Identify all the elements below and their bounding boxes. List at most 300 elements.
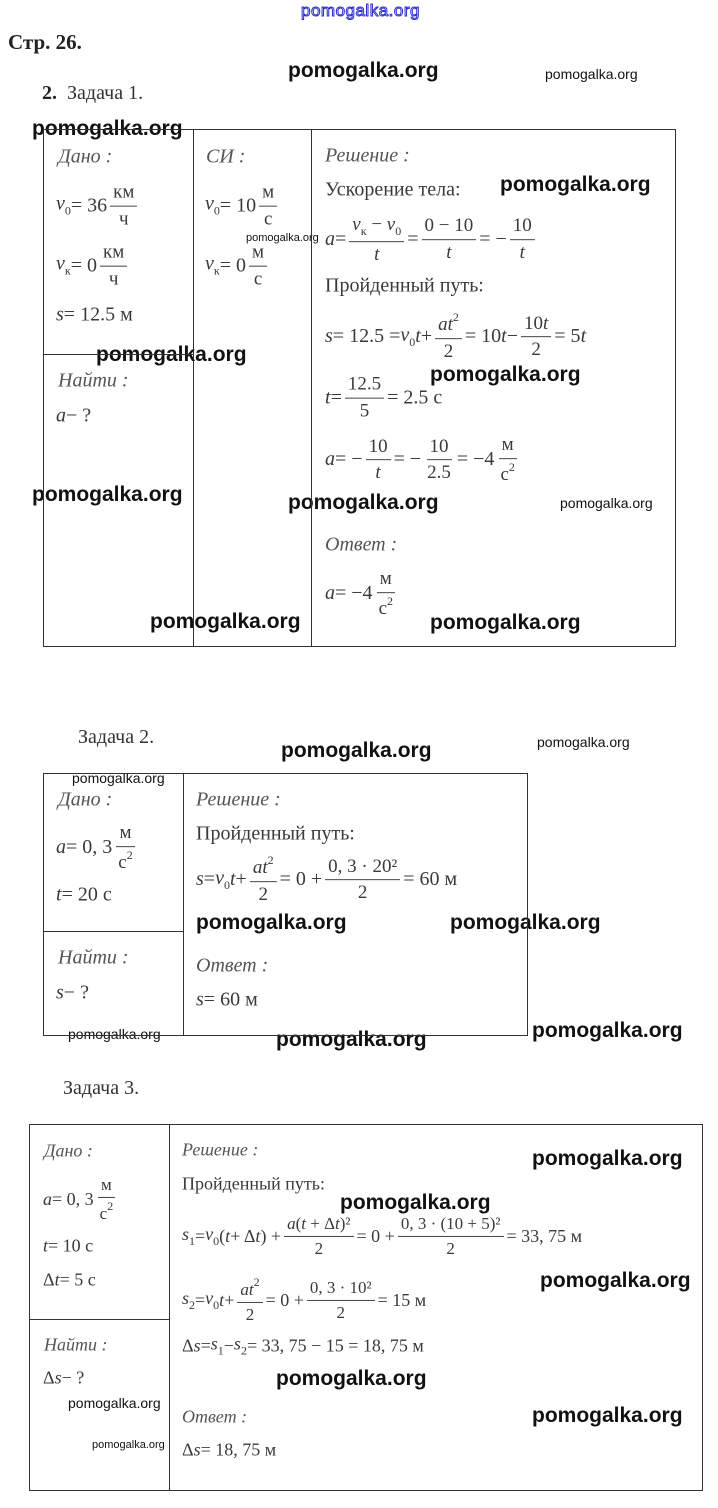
formula-variable: $at^2$ xyxy=(240,1274,260,1299)
formula-text: − xyxy=(506,325,518,348)
task2-title: Задача 2. xyxy=(78,726,155,748)
formula-variable: t xyxy=(501,325,507,348)
formula-text: 0 − 10 xyxy=(424,215,474,237)
find-item xyxy=(43,1368,84,1389)
solution-line xyxy=(182,1334,424,1359)
formula-text: м xyxy=(101,1174,112,1194)
formula-text: = 33, 75 − 15 = 18, 75 м xyxy=(246,1335,424,1356)
formula-variable: s xyxy=(54,1367,62,1388)
formula-text: + xyxy=(224,1289,235,1310)
formula-text: + Δ xyxy=(306,1213,336,1233)
solution-line xyxy=(182,1276,426,1324)
given-item xyxy=(56,884,112,907)
formula-text: + Δ xyxy=(230,1225,256,1246)
fraction-denominator xyxy=(106,267,122,291)
formula-variable: $v_к$ xyxy=(205,253,220,278)
watermark: pomogalka.org xyxy=(560,495,653,511)
fraction-numerator xyxy=(259,182,277,207)
fraction-numerator xyxy=(377,568,395,593)
fraction xyxy=(435,311,462,363)
formula-variable: s xyxy=(196,868,204,891)
subscript: к xyxy=(64,264,71,278)
formula-variable: $v_0$ xyxy=(56,193,71,218)
formula-text: 12.5 xyxy=(347,373,382,395)
find-item xyxy=(56,982,89,1005)
formula-text: Пройденный путь: xyxy=(325,274,484,297)
subscript: 0 xyxy=(213,1233,220,1248)
fraction-numerator xyxy=(366,436,391,461)
fraction xyxy=(345,374,384,423)
formula-text: с xyxy=(253,268,263,290)
formula-unit: $с^2$ xyxy=(99,1198,114,1223)
formula-text: 2 xyxy=(446,1238,455,1258)
superscript: 2 xyxy=(126,848,133,862)
fraction-denominator xyxy=(443,240,454,264)
watermark: pomogalka.org xyxy=(288,59,439,82)
row-divider xyxy=(44,354,194,355)
formula-variable: a xyxy=(325,448,335,471)
fraction-numerator xyxy=(325,856,400,881)
fraction-numerator xyxy=(250,854,277,882)
formula-variable: $at^2$ xyxy=(438,310,459,336)
solution-line xyxy=(182,1174,325,1195)
formula-text: = 20 с xyxy=(61,883,112,906)
formula-variable: a xyxy=(287,1213,296,1233)
given-item xyxy=(56,822,139,874)
solution-label: Решение : xyxy=(182,1139,259,1160)
solution-line xyxy=(325,374,442,423)
task1-heading xyxy=(42,82,143,105)
formula-variable: $s_1$ xyxy=(182,1223,196,1248)
given-item xyxy=(56,304,133,327)
subscript: 2 xyxy=(240,1343,247,1358)
fraction-denominator xyxy=(371,242,382,266)
formula-text: 10 xyxy=(429,435,449,457)
formula-text: = xyxy=(195,1225,206,1246)
watermark: pomogalka.org xyxy=(196,911,347,934)
superscript: 2 xyxy=(267,853,274,868)
formula-variable: t xyxy=(375,462,381,484)
formula-variable: a xyxy=(56,836,66,859)
formula-variable: s xyxy=(56,303,64,326)
fraction xyxy=(250,854,277,906)
watermark: pomogalka.org xyxy=(288,491,439,514)
fraction xyxy=(376,568,396,620)
si-item xyxy=(205,242,270,291)
formula-text: Пройденный путь: xyxy=(182,1173,325,1194)
fraction-denominator xyxy=(443,1237,458,1259)
formula-text: м xyxy=(379,568,392,590)
formula-text: = 0 xyxy=(219,254,247,277)
formula-variable: $v_0$ xyxy=(386,214,402,239)
watermark: pomogalka.org xyxy=(68,1395,161,1411)
fraction xyxy=(366,436,391,485)
watermark: pomogalka.org xyxy=(545,66,638,82)
formula-text: = xyxy=(330,386,342,409)
fraction-denominator xyxy=(372,461,383,485)
formula-text: 2 xyxy=(336,1302,346,1322)
watermark: pomogalka.org xyxy=(532,1147,683,1170)
formula-text: = 36 xyxy=(70,194,108,217)
formula-text: = 10 с xyxy=(48,1235,94,1256)
fraction-numerator xyxy=(510,216,535,241)
watermark: pomogalka.org xyxy=(532,1019,683,1042)
formula-text: м xyxy=(501,434,514,456)
formula-text: = 0 + xyxy=(356,1225,395,1246)
watermark: pomogalka.org xyxy=(281,739,432,762)
fraction-denominator xyxy=(497,459,517,486)
formula-variable: $v_0$ xyxy=(205,193,220,218)
fraction-denominator xyxy=(116,207,132,231)
superscript: 2 xyxy=(253,1274,260,1289)
fraction-numerator xyxy=(307,1278,375,1301)
formula-text: 10 xyxy=(512,215,532,237)
formula-text: = xyxy=(335,228,347,251)
formula-variable: s xyxy=(196,988,204,1011)
formula-text: 2 xyxy=(443,341,454,362)
fraction-numerator xyxy=(116,822,134,847)
formula-text: = 0 + xyxy=(265,1289,304,1310)
watermark: pomogalka.org xyxy=(540,1269,691,1292)
formula-variable: t xyxy=(219,1289,225,1310)
watermark: pomogalka.org xyxy=(32,117,183,140)
given-item xyxy=(56,242,130,291)
formula-text: 2.5 xyxy=(427,462,451,484)
answer-label: Ответ : xyxy=(196,954,269,977)
formula-text: 10 xyxy=(524,312,543,334)
fraction-numerator xyxy=(100,242,127,267)
superscript: 2 xyxy=(107,1198,114,1213)
formula-variable: t xyxy=(325,386,331,409)
formula-variable: $s_2$ xyxy=(233,1333,247,1358)
given-label: Дано : xyxy=(58,145,113,168)
formula-variable: t xyxy=(415,325,421,348)
watermark: pomogalka.org xyxy=(532,1404,683,1427)
superscript: 2 xyxy=(452,310,459,325)
formula-text: 0, 3 · 20² xyxy=(328,855,398,877)
formula-variable: a xyxy=(325,228,335,251)
formula-text: 0, 3 · 10² xyxy=(309,1277,372,1297)
formula-variable: t xyxy=(56,883,62,906)
formula-variable: s xyxy=(193,1335,201,1356)
formula-text: = xyxy=(407,228,419,251)
formula-text: = 60 м xyxy=(203,988,258,1011)
formula-text: км xyxy=(113,181,135,203)
formula-variable: t xyxy=(255,1225,261,1246)
watermark: pomogalka.org xyxy=(92,1439,165,1451)
solution-line xyxy=(325,275,484,298)
given-item xyxy=(56,182,140,231)
fraction-denominator xyxy=(251,267,265,291)
task3-title: Задача 3. xyxy=(63,1077,140,1099)
formula-text: = 5 xyxy=(554,325,581,348)
fraction-numerator xyxy=(284,1214,353,1237)
fraction-denominator xyxy=(528,338,544,362)
formula-variable: a xyxy=(325,582,335,605)
subscript: 1 xyxy=(217,1343,224,1358)
answer-label: Ответ : xyxy=(182,1406,248,1427)
formula-text: − ? xyxy=(66,404,92,427)
formula-variable: s xyxy=(56,981,64,1004)
formula-text: = −4 xyxy=(335,582,373,605)
fraction-denominator xyxy=(441,339,457,363)
formula-text: = − xyxy=(479,228,507,251)
formula-text: Δ xyxy=(182,1335,194,1356)
formula-text: ( xyxy=(295,1213,302,1233)
watermark: pomogalka.org xyxy=(72,770,165,786)
formula-text: 2 xyxy=(245,1304,255,1324)
watermark: pomogalka.org xyxy=(450,911,601,934)
superscript: 2 xyxy=(508,460,515,474)
fraction xyxy=(100,242,127,291)
formula-text: = − xyxy=(393,448,422,471)
formula-variable: $v_0$ xyxy=(400,324,416,349)
watermark: pomogalka.org xyxy=(340,1191,491,1214)
formula-variable: s xyxy=(193,1439,201,1460)
fraction-numerator xyxy=(345,374,384,399)
fraction-numerator xyxy=(237,1276,262,1303)
fraction xyxy=(349,214,404,266)
fraction-numerator xyxy=(98,1175,115,1198)
formula-text: Δ xyxy=(43,1367,55,1388)
formula-unit: $с^2$ xyxy=(378,594,393,619)
watermark: pomogalka.org xyxy=(32,483,183,506)
solution-line xyxy=(325,214,538,266)
watermark: pomogalka.org xyxy=(430,611,581,634)
watermark: pomogalka.org xyxy=(301,1,420,20)
solution-line xyxy=(325,179,461,202)
subscript: 0 xyxy=(213,204,220,218)
formula-text: м xyxy=(119,822,132,844)
fraction xyxy=(97,1175,117,1223)
formula-variable: t xyxy=(446,242,452,264)
given-item xyxy=(43,1175,119,1223)
formula-text: − ? xyxy=(63,981,89,1004)
fraction xyxy=(521,313,551,362)
fraction-denominator xyxy=(355,881,371,905)
fraction xyxy=(307,1278,375,1322)
fraction-denominator xyxy=(424,461,454,485)
formula-text: − ? xyxy=(61,1367,85,1388)
formula-variable: t xyxy=(335,1213,340,1233)
fraction-numerator xyxy=(427,436,452,461)
solution-line xyxy=(196,823,355,846)
formula-text: = 12.5 м xyxy=(63,303,133,326)
superscript: 2 xyxy=(387,594,393,608)
watermark: pomogalka.org xyxy=(96,343,247,366)
solution-line xyxy=(196,854,457,906)
solution-label: Решение : xyxy=(196,788,281,811)
watermark: pomogalka.org xyxy=(68,1026,161,1042)
subscript: 0 xyxy=(64,204,71,218)
watermark: pomogalka.org xyxy=(276,1367,427,1390)
fraction-denominator xyxy=(312,1237,327,1259)
formula-variable: a xyxy=(43,1188,52,1209)
formula-text: Δ xyxy=(43,1269,55,1290)
watermark: pomogalka.org xyxy=(276,1028,427,1051)
given-item xyxy=(43,1270,96,1291)
formula-text: = xyxy=(195,1289,206,1310)
column-divider xyxy=(311,130,312,646)
watermark: pomogalka.org xyxy=(150,610,301,633)
formula-text: ) + xyxy=(260,1225,282,1246)
subscript: 0 xyxy=(223,878,230,892)
fraction xyxy=(284,1214,353,1258)
subscript: 0 xyxy=(395,224,402,239)
formula-text: = 0 xyxy=(70,254,98,277)
formula-text: ( xyxy=(219,1225,226,1246)
watermark: pomogalka.org xyxy=(430,363,581,386)
row-divider xyxy=(44,931,184,932)
watermark: pomogalka.org xyxy=(500,173,651,196)
find-item xyxy=(56,405,91,428)
formula-text: Пройденный путь: xyxy=(196,822,355,845)
formula-text: 10 xyxy=(368,435,388,457)
column-divider xyxy=(169,1125,170,1490)
solution-line xyxy=(182,1214,582,1258)
fraction-denominator xyxy=(243,1303,258,1325)
given-label: Дано : xyxy=(58,788,113,811)
formula-text: = 0, 3 xyxy=(66,836,113,859)
task-number: 2. xyxy=(42,82,57,104)
fraction-denominator xyxy=(261,207,275,231)
fraction xyxy=(398,1214,504,1258)
fraction xyxy=(237,1276,262,1324)
fraction xyxy=(497,434,517,486)
given-label: Дано : xyxy=(44,1140,93,1161)
row-divider xyxy=(30,1319,170,1320)
fraction xyxy=(259,182,277,231)
fraction-numerator xyxy=(110,182,137,207)
formula-text: − xyxy=(366,214,387,236)
formula-text: 2 xyxy=(357,882,368,904)
fraction-denominator xyxy=(115,847,135,874)
formula-text: + xyxy=(420,325,433,348)
formula-unit: $с^2$ xyxy=(500,460,515,485)
fraction-denominator xyxy=(376,593,396,620)
formula-variable: t xyxy=(580,325,587,348)
subscript: 2 xyxy=(189,1297,196,1312)
subscript: к xyxy=(360,224,367,239)
formula-text: − xyxy=(223,1335,234,1356)
si-label: СИ : xyxy=(206,145,246,168)
formula-text: = 0 + xyxy=(279,868,323,891)
formula-text: = 10 xyxy=(464,325,502,348)
formula-variable: $v_0$ xyxy=(205,1223,220,1248)
formula-variable: t xyxy=(43,1235,49,1256)
formula-variable: $v_0$ xyxy=(215,867,230,892)
formula-variable: $s_1$ xyxy=(210,1333,224,1358)
formula-variable: $v_0$ xyxy=(205,1287,220,1312)
task-title: Задача 1. xyxy=(67,82,144,104)
fraction-denominator xyxy=(517,240,528,264)
subscript: 1 xyxy=(189,1233,196,1248)
formula-variable: t xyxy=(54,1269,60,1290)
answer-label: Ответ : xyxy=(325,533,398,556)
formula-text: = 18, 75 м xyxy=(200,1439,277,1460)
fraction-numerator xyxy=(398,1214,504,1237)
formula-text: = xyxy=(200,1335,211,1356)
formula-text: с xyxy=(263,208,273,230)
formula-text: = 60 м xyxy=(403,868,458,891)
watermark: pomogalka.org xyxy=(537,734,630,750)
formula-text: = xyxy=(203,868,216,891)
formula-text: 2 xyxy=(531,339,541,361)
formula-text: = 33, 75 м xyxy=(506,1225,583,1246)
formula-text: )² xyxy=(339,1213,351,1233)
formula-text: Ускорение тела: xyxy=(325,178,461,201)
fraction-denominator xyxy=(334,1301,349,1323)
given-item xyxy=(43,1236,93,1257)
formula-text: 2 xyxy=(258,884,268,905)
answer xyxy=(182,1440,276,1461)
answer xyxy=(196,989,258,1012)
subscript: к xyxy=(213,264,220,278)
formula-text: ч xyxy=(108,268,119,290)
formula-text: = − xyxy=(335,448,363,471)
fraction-numerator xyxy=(349,214,404,242)
si-item xyxy=(205,182,280,231)
formula-variable: t xyxy=(229,868,236,891)
solution-label: Решение : xyxy=(325,144,410,167)
formula-text: м xyxy=(262,181,275,203)
formula-text: км xyxy=(103,241,125,263)
fraction-numerator xyxy=(499,434,517,459)
formula-variable: t xyxy=(374,243,380,265)
subscript: 0 xyxy=(213,1297,220,1312)
watermark: pomogalka.org xyxy=(246,232,319,244)
fraction-denominator xyxy=(357,399,373,423)
formula-variable: $s_2$ xyxy=(182,1287,196,1312)
formula-text: Δ xyxy=(182,1439,194,1460)
find-label: Найти : xyxy=(44,1334,108,1355)
formula-text: + xyxy=(235,868,247,891)
formula-text: = 12.5 = xyxy=(332,325,401,348)
formula-text: 5 xyxy=(359,400,370,422)
find-label: Найти : xyxy=(58,369,129,392)
fraction xyxy=(115,822,135,874)
fraction-denominator xyxy=(255,882,271,906)
formula-text: = 0, 3 xyxy=(52,1188,94,1209)
formula-variable: a xyxy=(56,404,66,427)
fraction-numerator xyxy=(249,242,267,267)
fraction xyxy=(249,242,267,291)
formula-unit: $с^2$ xyxy=(118,848,133,873)
formula-variable: $v_к$ xyxy=(352,214,367,239)
subscript: 0 xyxy=(409,335,416,349)
formula-text: 0, 3 · (10 + 5)² xyxy=(400,1213,501,1233)
page-title: Стр. 26. xyxy=(8,30,82,54)
fraction xyxy=(325,856,400,905)
formula-text: = 5 с xyxy=(59,1269,96,1290)
column-divider xyxy=(193,130,194,646)
formula-text: ч xyxy=(119,208,129,230)
formula-variable: t xyxy=(225,1225,231,1246)
formula-text: м xyxy=(252,241,265,263)
formula-text: = −4 xyxy=(456,448,495,471)
fraction-numerator xyxy=(521,313,551,338)
fraction-numerator xyxy=(435,311,462,339)
formula-variable: t xyxy=(519,242,525,264)
solution-line xyxy=(325,311,586,363)
formula-text: = 10 xyxy=(219,194,257,217)
column-divider xyxy=(183,774,184,1035)
formula-variable: $at^2$ xyxy=(252,853,274,879)
formula-text: = 15 м xyxy=(377,1289,427,1310)
formula-text: 2 xyxy=(314,1238,324,1258)
fraction xyxy=(422,216,477,265)
formula-variable: $v_к$ xyxy=(56,253,71,278)
